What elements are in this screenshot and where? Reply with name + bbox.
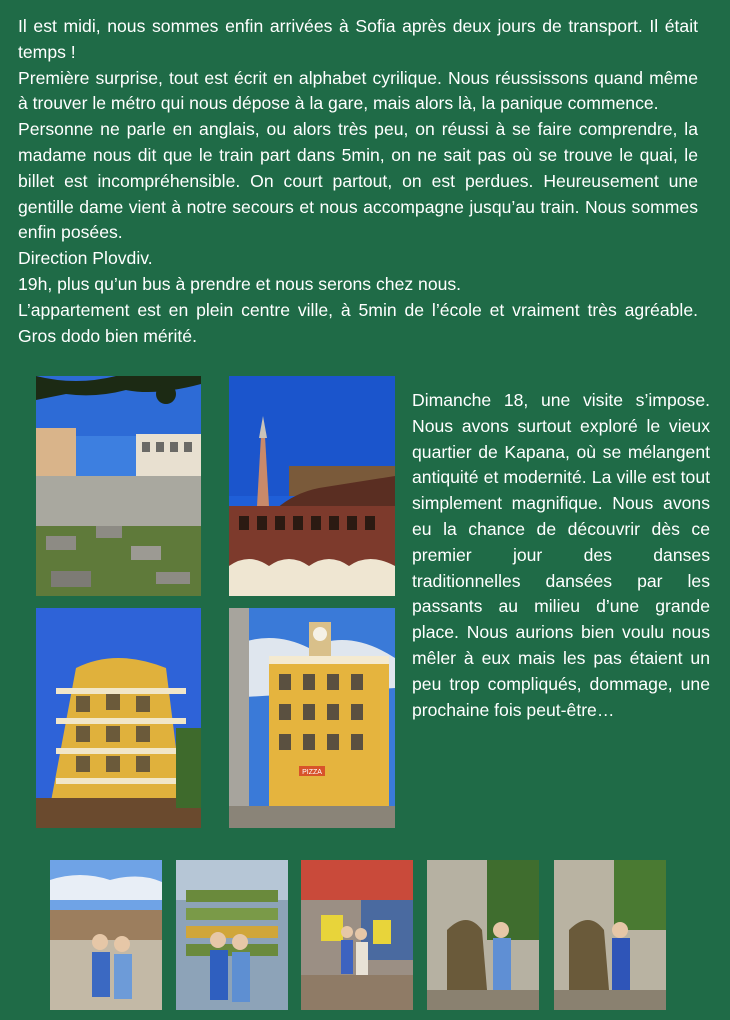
intro-paragraph: Il est midi, nous sommes enfin arrivées à Sofia après deux jours de transport. Il était temps ! xyxy=(18,16,698,62)
intro-text xyxy=(18,14,698,349)
photo-mosque xyxy=(229,376,395,596)
intro-paragraph: 19h, plus qu’un bus à prendre et nous serons chez nous. xyxy=(18,273,462,294)
photo-clock-building xyxy=(229,608,395,828)
photo-ancient-ruins xyxy=(36,376,201,596)
intro-paragraph: Personne ne parle en anglais, ou alors très peu, on réussi à se faire comprendre, la madame nous dit que le train part dans 5min, on ne sait pas où se trouve le quai, le billet est incompréhensible. On court partout, on est perdues. Heureusement une gentille dame vient à notre secours et nous accompagne jusqu’au train. Nous sommes enfin posées. xyxy=(18,119,698,243)
photo-bottom-statue-1 xyxy=(427,860,539,1010)
intro-paragraph: Première surprise, tout est écrit en alphabet cyrilique. Nous réussissons quand même à trouver le métro qui nous dépose à la gare, mais alors là, la panique commence. xyxy=(18,67,698,114)
photo-bottom-ruins-selfie xyxy=(50,860,162,1010)
photo-bottom-flower-stairs xyxy=(176,860,288,1010)
photo-yellow-building xyxy=(36,608,201,828)
photo-bottom-statue-2 xyxy=(554,860,666,1010)
photo-bottom-mascots xyxy=(301,860,413,1010)
intro-paragraph: L’appartement est en plein centre ville, à 5min de l’école et vraiment très agréable. Gros dodo bien mérité. xyxy=(18,299,698,346)
side-text: Dimanche 18, une visite s’impose. Nous avons surtout exploré le vieux quartier de Kapana, où se mélangent antiquité et modernité. La ville est tout simplement magnifique. Nous avons eu la chance de découvrir dès ce premier jour des danses traditionnelles dansées par les passants au milieu d’une grande place. Nous aurions bien voulu nous mêler à eux mais les pas étaient un peu trop compliqués, dommage, une prochaine fois peut-être… xyxy=(412,390,710,720)
intro-paragraph: Direction Plovdiv. xyxy=(18,248,153,269)
pizza-sign: PIZZA xyxy=(302,769,322,776)
